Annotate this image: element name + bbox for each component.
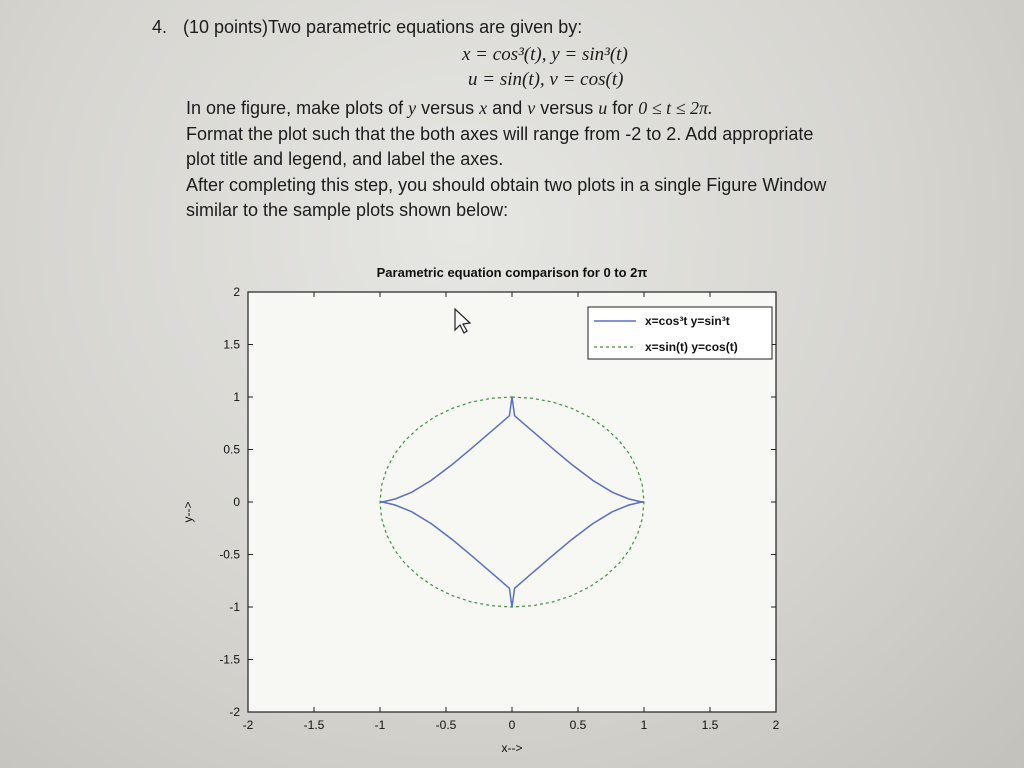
var-y: y <box>408 98 417 118</box>
line1-pre: In one figure, make plots of <box>186 98 409 118</box>
legend-label-circle: x=sin(t) y=cos(t) <box>645 340 738 354</box>
var-u: u <box>598 98 608 118</box>
line1-and: and <box>487 98 528 118</box>
x-tick-label: -1.5 <box>303 718 325 732</box>
y-tick-label: 1.5 <box>223 337 240 352</box>
equation-2: u = sin(t), v = cos(t) <box>468 69 624 90</box>
x-tick-label: -1 <box>374 718 386 732</box>
y-tick-label: -1 <box>229 600 240 614</box>
question-points: (10 points)Two parametric equations are given by: <box>183 17 583 37</box>
y-tick-label: 2 <box>233 285 240 299</box>
legend-label-astroid: x=cos³t y=sin³t <box>645 314 730 328</box>
t-range: 0 ≤ t ≤ 2π. <box>638 98 713 118</box>
x-tick-label: 1.5 <box>701 718 719 732</box>
y-axis-label: y--> <box>181 501 195 523</box>
y-tick-label: -1.5 <box>219 652 240 667</box>
var-v: v <box>527 98 536 118</box>
instruction-line-3: plot title and legend, and label the axes. <box>186 149 504 169</box>
line1-versus-1: versus <box>416 98 480 118</box>
chart-legend <box>588 307 772 359</box>
x-tick-label: 2 <box>772 718 780 732</box>
instruction-line-4: After completing this step, you should obtain two plots in a single Figure Window <box>186 175 827 195</box>
y-tick-label: -0.5 <box>219 547 240 562</box>
x-tick-label: 0.5 <box>569 718 587 732</box>
var-x: x <box>479 98 488 118</box>
x-tick-label: -2 <box>242 718 254 732</box>
y-tick-label: 0 <box>233 495 240 509</box>
instruction-line-2: Format the plot such that the both axes will range from -2 to 2. Add appropriate <box>186 124 814 144</box>
question-number: 4. <box>152 17 168 37</box>
instruction-line-5: similar to the sample plots shown below: <box>186 200 509 220</box>
chart-title: Parametric equation comparison for 0 to 2π <box>376 265 648 280</box>
x-tick-label: -0.5 <box>435 718 457 732</box>
x-tick-label: 0 <box>508 718 516 732</box>
y-tick-label: 1 <box>233 390 240 404</box>
y-tick-label: -2 <box>229 705 240 719</box>
x-axis-label: x--> <box>501 741 523 755</box>
line1-versus-2: versus <box>535 98 599 118</box>
equation-1: x = cos³(t), y = sin³(t) <box>462 44 628 65</box>
y-tick-label: 0.5 <box>223 442 240 457</box>
line1-for: for <box>607 98 639 118</box>
x-tick-label: 1 <box>640 718 648 732</box>
